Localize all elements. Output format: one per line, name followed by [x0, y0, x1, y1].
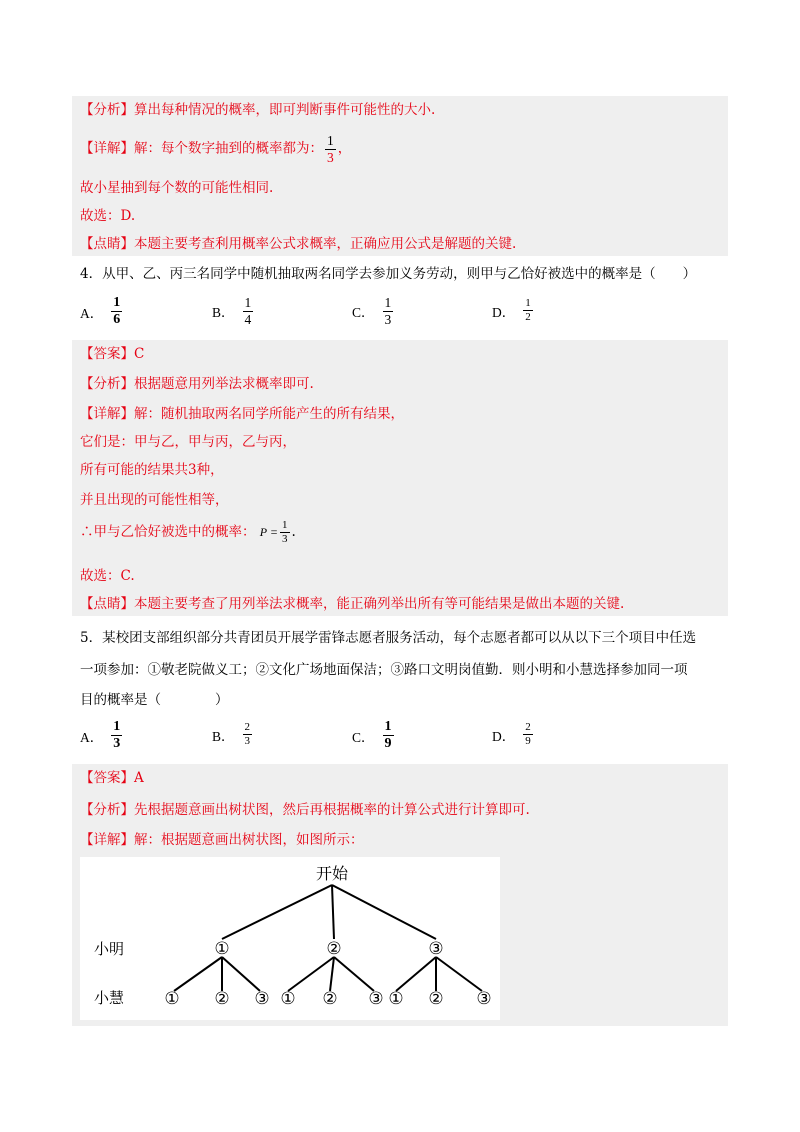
option-c: C． $\frac{1}{9}$ [352, 719, 392, 751]
tree-leaf: ② [428, 989, 444, 1009]
option-a: A． $\frac{1}{3}$ [80, 719, 121, 751]
detail-prefix: 【详解】解：每个数字抽到的概率都为： [80, 140, 323, 157]
tree-node: ③ [428, 939, 444, 959]
question-5-stem-3: 目的概率是（ ） [80, 692, 229, 708]
tree-leaf: ② [322, 989, 338, 1009]
tree-node: ① [214, 939, 230, 959]
analysis-text: 【分析】根据题意用列举法求概率即可. [80, 376, 314, 392]
tree-node: ② [326, 939, 342, 959]
tree-diagram [80, 857, 500, 1020]
tree-leaf: ② [214, 989, 230, 1009]
tree-row-label-xiaohui: 小慧 [94, 989, 125, 1007]
choose-text: 故选：C. [80, 568, 135, 584]
tree-leaf: ① [280, 989, 296, 1009]
detail-line: 【详解】解：每个数字抽到的概率都为： $\frac{1}{3}$ ， [80, 133, 352, 165]
answer-text: 【答案】C [80, 346, 145, 362]
option-d: D． $\frac{1}{2}$ [492, 297, 531, 323]
solution-block-3 [72, 96, 728, 256]
tree-leaf: ③ [254, 989, 270, 1009]
detail-line-2: 所有可能的结果共3种， [80, 462, 224, 478]
question-4-stem: 4．从甲、乙、丙三名同学中随机抽取两名同学去参加义务劳动，则甲与乙恰好被选中的概率是（ ） [80, 266, 697, 282]
option-d: D． $\frac{2}{9}$ [492, 721, 531, 747]
fraction: $\frac{1}{3}$ [327, 133, 334, 165]
detail-line-4: ∴甲与乙恰好被选中的概率： P = $\frac{1}{3}$ . [80, 519, 296, 545]
analysis-text: 【分析】先根据题意画出树状图，然后再根据概率的计算公式进行计算即可. [80, 802, 530, 818]
tree-leaf: ③ [368, 989, 384, 1009]
detail-line-2: 故小星抽到每个数的可能性相同. [80, 180, 274, 196]
analysis-text: 【分析】算出每种情况的概率，即可判断事件可能性的大小. [80, 102, 436, 118]
answer-text: 【答案】A [80, 770, 144, 786]
tree-root: 开始 [315, 864, 349, 883]
detail-text: 【详解】解：随机抽取两名同学所能产生的所有结果， [80, 406, 404, 422]
question-5-stem-2: 一项参加：①敬老院做义工；②文化广场地面保洁；③路口文明岗值勤．则小明和小慧选择参加同一项 [80, 662, 688, 678]
detail-text: 【详解】解：根据题意画出树状图，如图所示： [80, 832, 364, 848]
comment-text: 【点睛】本题主要考查利用概率公式求概率，正确应用公式是解题的关键. [80, 236, 517, 252]
choose-text: 故选：D. [80, 208, 136, 224]
detail-line-1: 它们是：甲与乙，甲与丙，乙与丙， [80, 434, 296, 450]
option-b: B． $\frac{1}{4}$ [212, 295, 252, 327]
tree-leaf: ③ [476, 989, 492, 1009]
comment-text: 【点睛】本题主要考查了用列举法求概率，能正确列举出所有等可能结果是做出本题的关键. [80, 596, 625, 612]
option-b: B． $\frac{2}{3}$ [212, 721, 251, 747]
tree-leaf: ① [388, 989, 404, 1009]
option-c: C． $\frac{1}{3}$ [352, 295, 392, 327]
question-5-stem-1: 5．某校团支部组织部分共青团员开展学雷锋志愿者服务活动，每个志愿者都可以从以下三个项目中任选 [80, 630, 697, 646]
tree-leaf: ① [164, 989, 180, 1009]
option-a: A． $\frac{1}{6}$ [80, 295, 121, 327]
detail-line-3: 并且出现的可能性相等， [80, 492, 229, 508]
tree-row-label-xiaoming: 小明 [94, 940, 125, 958]
